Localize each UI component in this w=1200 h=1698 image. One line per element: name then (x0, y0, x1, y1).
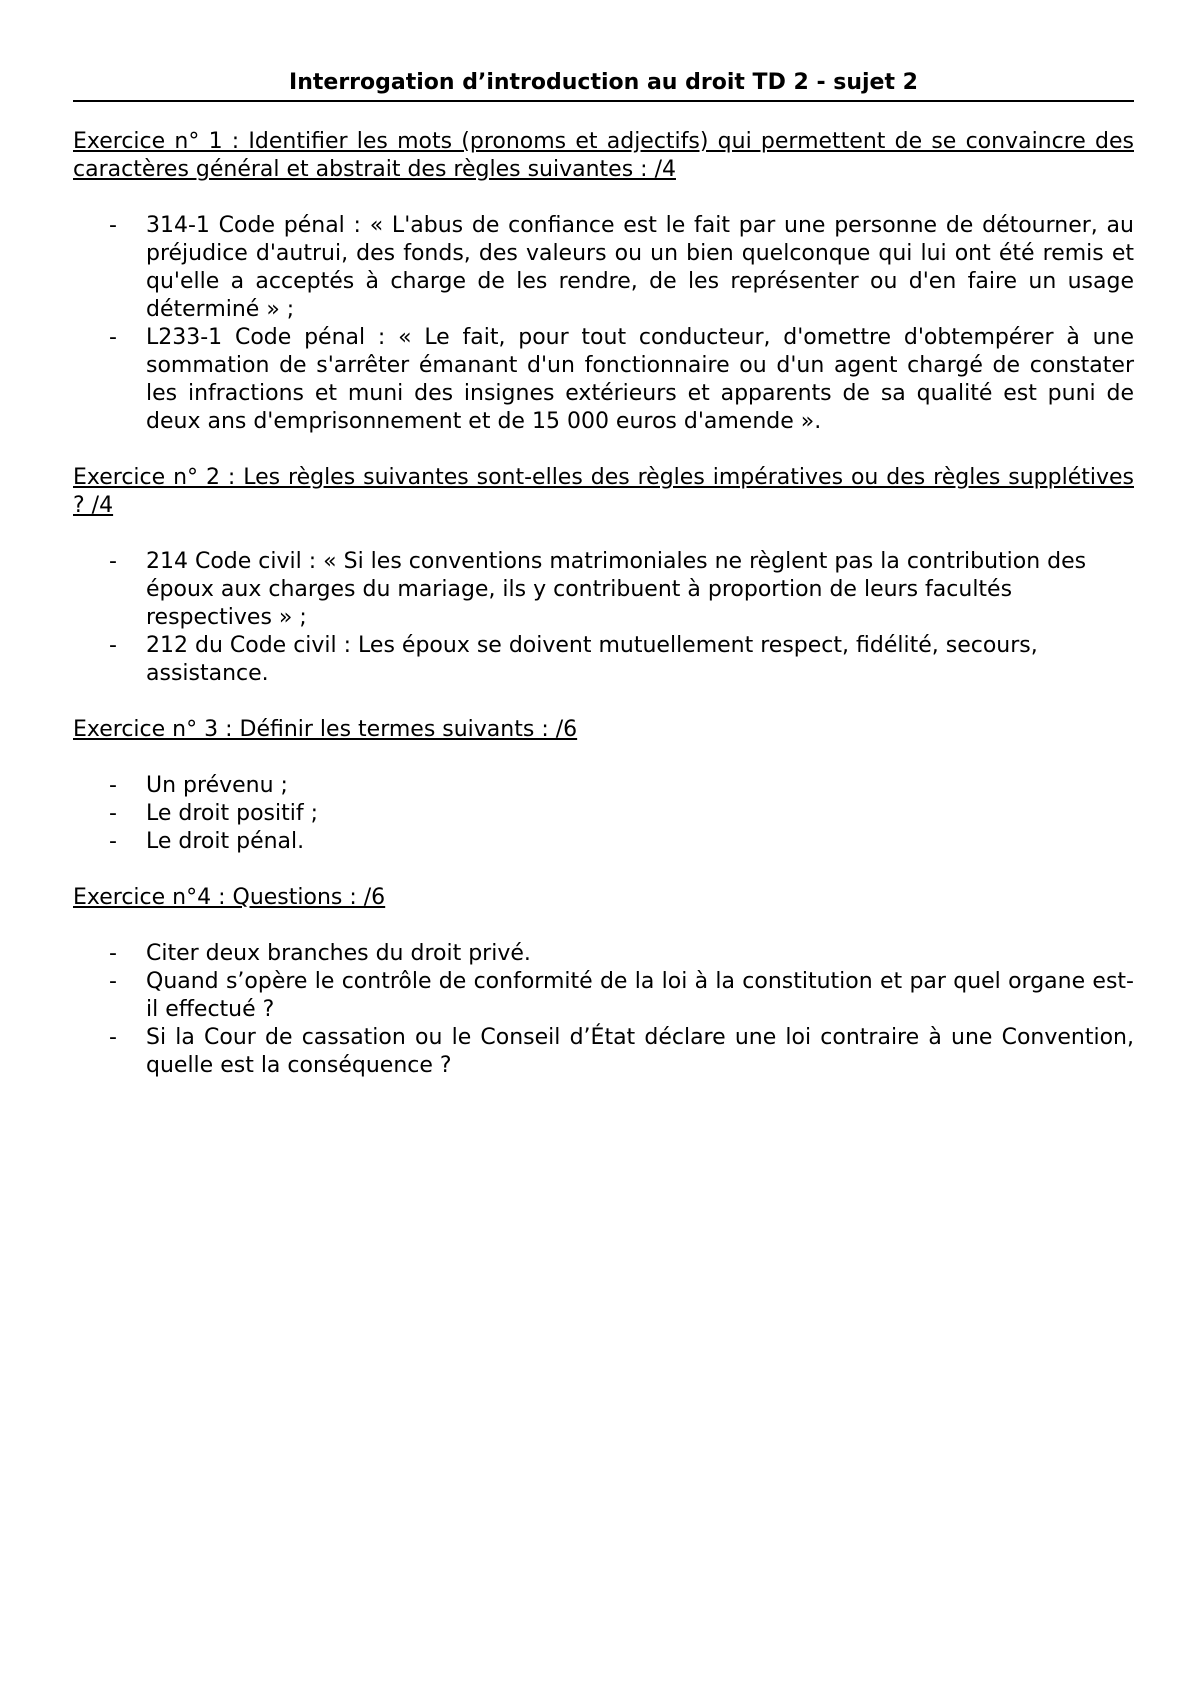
dash-bullet: - (109, 549, 117, 574)
document-page (73, 68, 1134, 1108)
exercise-heading: Exercice n° 3 : Définir les termes suivants : /6 (73, 717, 578, 742)
dash-bullet: - (109, 325, 117, 350)
item-text: 212 du Code civil : Les époux se doivent mutuellement respect, fidélité, secours, assistance. (146, 633, 1038, 686)
list-item (73, 828, 1134, 856)
list-item (73, 1024, 1134, 1080)
dash-bullet: - (109, 829, 117, 854)
item-text: Si la Cour de cassation ou le Conseil d’État déclare une loi contraire à une Convention, quelle est la conséquence ? (146, 1025, 1134, 1078)
item-text: Le droit pénal. (146, 829, 305, 854)
list-item (73, 324, 1134, 436)
exercise-1 (73, 128, 1134, 436)
list-item (73, 212, 1134, 324)
item-text: Citer deux branches du droit privé. (146, 941, 531, 966)
dash-bullet: - (109, 773, 117, 798)
exercise-list (73, 772, 1134, 856)
item-text: Un prévenu ; (146, 773, 288, 798)
exercise-heading: Exercice n° 1 : Identifier les mots (pronoms et adjectifs) qui permettent de se convaincre des caractères général et abstrait des règles suivantes : /4 (73, 129, 1134, 182)
exercise-3 (73, 716, 1134, 856)
item-text: 314-1 Code pénal : « L'abus de confiance est le fait par une personne de détourner, au préjudice d'autrui, des fonds, des valeurs ou un bien quelconque qui lui ont été remis et qu'elle a acceptés à charge de les rendre, de les représenter ou d'en faire un usage déterminé » ; (146, 213, 1134, 322)
list-item (73, 968, 1134, 1024)
list-item (73, 632, 1134, 688)
dash-bullet: - (109, 969, 117, 994)
item-text: Le droit positif ; (146, 801, 319, 826)
list-item (73, 940, 1134, 968)
dash-bullet: - (109, 801, 117, 826)
list-item (73, 772, 1134, 800)
exercise-list (73, 940, 1134, 1080)
dash-bullet: - (109, 213, 117, 238)
item-text: Quand s’opère le contrôle de conformité de la loi à la constitution et par quel organe est-il effectué ? (146, 969, 1134, 1022)
list-item (73, 548, 1134, 632)
exercise-4 (73, 884, 1134, 1080)
exercise-list (73, 212, 1134, 436)
document-title: Interrogation d’introduction au droit TD 2 - sujet 2 (73, 68, 1134, 102)
list-item (73, 800, 1134, 828)
dash-bullet: - (109, 633, 117, 658)
exercise-2 (73, 464, 1134, 688)
item-text: L233-1 Code pénal : « Le fait, pour tout conducteur, d'omettre d'obtempérer à une sommation de s'arrêter émanant d'un fonctionnaire ou d'un agent chargé de constater les infractions et muni des insignes extérieurs et apparents de sa qualité est puni de deux ans d'emprisonnement et de 15 000 euros d'amende ». (146, 325, 1134, 434)
exercise-list (73, 548, 1134, 688)
item-text: 214 Code civil : « Si les conventions matrimoniales ne règlent pas la contribution des époux aux charges du mariage, ils y contribuent à proportion de leurs facultés respectives » ; (146, 549, 1087, 630)
exercise-heading: Exercice n°4 : Questions : /6 (73, 885, 386, 910)
dash-bullet: - (109, 1025, 117, 1050)
dash-bullet: - (109, 941, 117, 966)
exercise-heading: Exercice n° 2 : Les règles suivantes sont-elles des règles impératives ou des règles supplétives ? /4 (73, 465, 1134, 518)
